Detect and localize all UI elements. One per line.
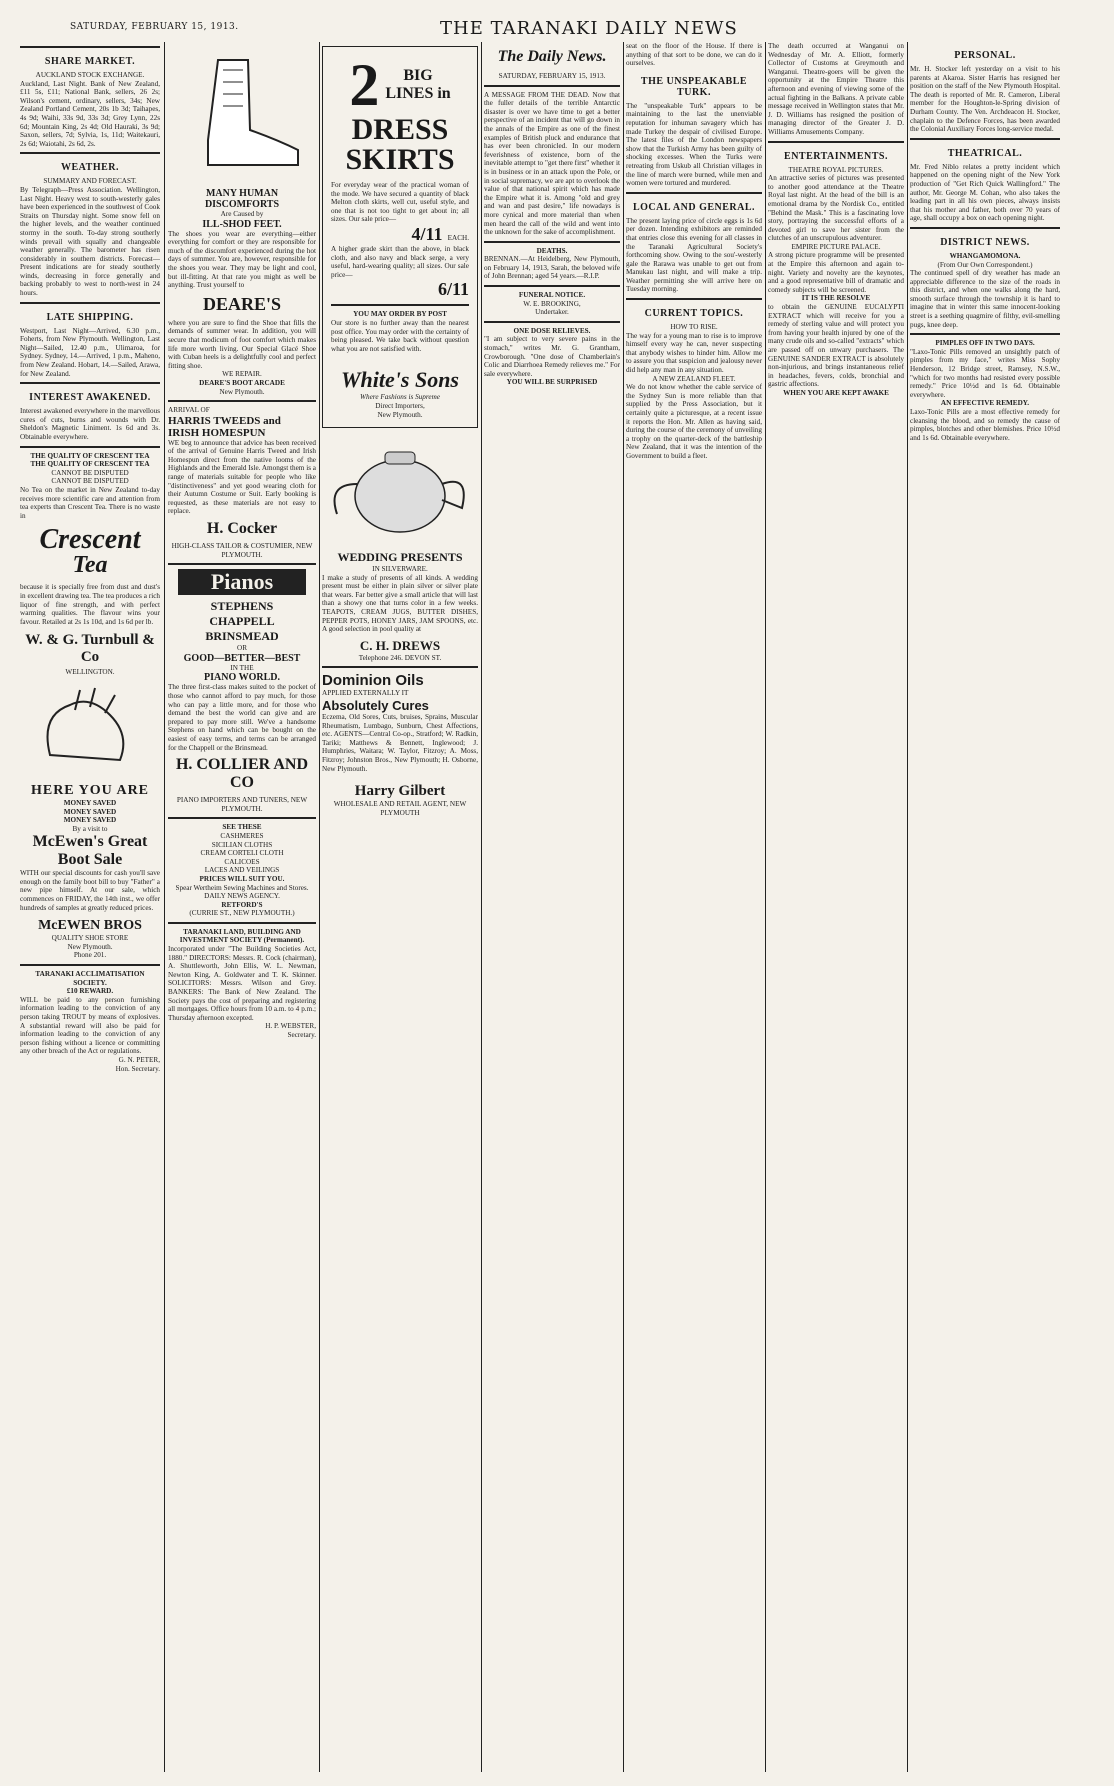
piano-world: PIANO WORLD.: [204, 672, 280, 684]
boot-illustration-icon: [168, 50, 316, 180]
each: EACH.: [447, 233, 469, 242]
post-text: Our store is no further away than the nearest post office. You may order with the certainty of being pleased. We take back without question what you are not satisfied with.: [331, 318, 469, 353]
secretary: Hon. Secretary.: [115, 1064, 160, 1073]
topics-text: The way for a young man to rise is to improve himself every way he can, never suspecting that anybody wishes to hinder him. Allow me to assure you that suspicion and jealousy never did help any man in any situation.: [626, 331, 762, 375]
whanga-heading: WHANGAMOMONA.: [949, 251, 1021, 260]
turnbull-location: WELLINGTON.: [65, 668, 115, 677]
collier-sub: PIANO IMPORTERS AND TUNERS, NEW PLYMOUTH.: [176, 796, 308, 813]
applied: APPLIED EXTERNALLY IT: [322, 689, 409, 698]
money-saved: MONEY SAVED: [63, 816, 117, 825]
prices: PRICES WILL SUIT YOU.: [199, 874, 285, 883]
column-rule: [623, 42, 624, 1772]
column-rule: [319, 42, 320, 1772]
column-7: [910, 42, 1060, 1772]
personal-text: Mr. H. Stocker left yesterday on a visit to his parents at Akaroa. Sister Harris has resigned her position on the staff of the New Plymouth Hospital. The death is reported of Mr. R. Cameron, Liberal member for the Houghton-le-Spring division of Durham County. The Ven. Archdeacon H. Stocker, chaplain to the Defence Forces, has been awarded the Colonial Auxiliary Forces long-service medal.: [910, 65, 1060, 134]
share-text: Auckland, Last Night. Bank of New Zealand, £11 5s, £11; National Bank, sellers, 26 2s; Wilson's cement, ordinary, sellers, 34s; New Zealand Portland Cement, 20s 1b 3d; Taihapes, 4s 9d; Waihi, 33s 9d, 33s 3d; Grey Lynn, 22s 6d; Mountain King, 2s 4d; Old Hauraki, 3s 9d; Saxon, sellers, 7d; Sylvia, 1s, 11d; Waitekauri, 2s 6d; Waiotahi, 2s 6d, 2s.: [20, 79, 160, 148]
fleet-heading: A NEW ZEALAND FLEET.: [652, 374, 736, 383]
share-subheading: AUCKLAND STOCK EXCHANGE.: [35, 71, 145, 79]
gilbert-name: Harry Gilbert: [354, 783, 446, 800]
column-2: [168, 42, 316, 1772]
remedy-text: Laxo-Tonic Pills are a most effective remedy for cleansing the blood, and so remedy the cause of pimples, blotches and other blemishes. Price 10½d and 1s 6d. Obtainable everywhere.: [910, 408, 1060, 442]
column-1: [20, 42, 160, 1772]
accl-text: WILL be paid to any person furnishing information leading to the conviction of any person taking TROUT by means of explosives. A substantial reward will also be paid for information leading to the conviction of any person fishing without a licence or committing any other breach of the Act or regulations.: [20, 995, 160, 1056]
location: New Plymouth.: [377, 410, 423, 419]
boot-sale-text: WITH our special discounts for cash you'll save enough on the family boot bill to buy "Father" a new pipe himself. At our sale, which commences on FRIDAY, the 14th inst., we offer hundreds of samples at greatly reduced prices.: [20, 869, 160, 912]
interest-heading: INTEREST AWAKENED.: [29, 392, 151, 404]
deare-text: where you are sure to find the Shoe that fills the demands of summer wear. In addition, you will secure that modicum of foot comfort which makes life more worth living. Our Special Glacé Shoe with Cuban heels is a delightfully cool and perfect fitting shoe.: [168, 318, 316, 370]
tea-text: No Tea on the market in New Zealand to-day receives more scientific care and attention from tea experts than Crescent Tea. There is no waste in: [20, 485, 160, 520]
column-3: [322, 42, 478, 1772]
column-5: [626, 42, 762, 1772]
direct-importers: Direct Importers,: [375, 401, 425, 410]
interest-text: Interest awakened everywhere in the marvellous cures of cuts, burns and wounds with Dr. Sheldon's Magnetic Liniment. 1s 6d and 3s. Obtainable everywhere.: [20, 407, 160, 441]
resolve-text: to obtain the GENUINE EUCALYPTI EXTRACT which will receive for you a remedy of sterling value and will protect you from having your health injured by one of the many crude oils and so-called "extracts" which are passed off on unwary purchasers. The GENUINE SANDER EXTRACT is absolutely non-injurious, and brings instantaneous relief in headaches, fevers, colds, bronchial and gastric affections.: [768, 303, 904, 389]
column-rule: [481, 42, 482, 1772]
turnbull-name: W. & G. Turnbull & Co: [25, 632, 155, 666]
howto-heading: HOW TO RISE.: [670, 323, 718, 332]
location: New Plymouth.: [67, 942, 113, 951]
column-4: [484, 42, 620, 1772]
cocker-name: H. Cocker: [206, 520, 278, 538]
location: New Plymouth.: [219, 387, 265, 396]
skirt-text-2: A higher grade skirt than the above, in black cloth, and also navy and black serge, a very useful, hard-wearing quality; all sizes. Our sale price—: [331, 244, 469, 279]
see-these: SEE THESE: [222, 823, 262, 832]
visit-text: By a visit to: [72, 824, 108, 833]
weather-text: By Telegraph—Press Association. Wellington, Last Night. Heavy west to south-westerly gales have been experienced in the southwest of Cook Straits on Thursday night. Some snow fell on the higher levels, and the weather continued stormy in the south. To-day strong southerly winds prevail with squally and changeable weather generally. The barometer has risen considerably in southern districts. Forecast—Present indications are for steady southerly winds, decreasing in force generally and backing probably to west to north-west in 24 hours.: [20, 185, 160, 298]
gilbert-sub: WHOLESALE AND RETAIL AGENT, NEW PLYMOUTH: [333, 800, 467, 817]
wedding-heading: WEDDING PRESENTS: [337, 550, 463, 565]
deaths-text: BRENNAN.—At Heidelberg, New Plymouth, on February 14, 1913, Sarah, the beloved wife of John Brennan; aged 54 years.—R.I.P.: [484, 255, 620, 281]
correspondent: (From Our Own Correspondent.): [937, 260, 1033, 269]
district-heading: DISTRICT NEWS.: [940, 236, 1030, 248]
local-text: The present laying price of circle eggs is 1s 6d per dozen. Intending exhibitors are reminded that entries close this evening for all classes in the Taranaki Agricultural Society's forthcoming show. Owing to the sou'-westerly gale the Rarawa was unable to get out from Manukau last night, and will make a trip. Weather permitting she will arrive here on Tuesday morning.: [626, 216, 762, 294]
in-the: IN THE: [230, 663, 254, 672]
pimples-heading: PIMPLES OFF IN TWO DAYS.: [935, 339, 1035, 348]
good-better-best: GOOD—BETTER—BEST: [183, 652, 301, 664]
repair: WE REPAIR.: [222, 370, 262, 379]
turk-text: The "unspeakable Turk" appears to be maintaining to the last the unenviable reputation for inhuman savagery which has made Turkey the despair of civilised Europe. The latest files of the London newspapers show that the Turkish Army has been guilty of shocking excesses. When the Turks were retreating from Uskub all Christian villages in the line of march were burned, while men and women were tortured and murdered.: [626, 101, 762, 188]
accl-heading: TARANAKI ACCLIMATISATION SOCIETY.: [35, 970, 145, 987]
tea-logo: Tea: [72, 552, 108, 579]
empire-heading: EMPIRE PICTURE PALACE.: [791, 242, 881, 251]
relieves-text: "I am subject to very severe pains in the stomach," writes Mr. G. Grantham, Crowborough. "One dose of Chamberlain's Colic and Diarrhoea Remedy relieves me." For sale everywhere.: [484, 335, 620, 378]
secretary: Secretary.: [287, 1031, 316, 1039]
skirts-heading: SKIRTS: [345, 143, 455, 176]
land-text: Incorporated under "The Building Societies Act, 1880." DIRECTORS: Messrs. R. Cock (chairman), A. Shuttleworth, John Ellis, W. L. Newman, Newton King, A. Goldwater and T. K. Skinner. SOLICITORS: Messrs. Wilson and Grey. BANKERS: The Bank of New Zealand. The Society pays the cost of preparing and registering all mortgages. Office hours from 10 a.m. to 4 p.m.; Thursday afternoon excepted.: [168, 945, 316, 1022]
resolve-heading: IT IS THE RESOLVE: [801, 294, 871, 303]
drews-sub: Telephone 246. DEVON ST.: [358, 653, 442, 662]
here-you-are: HERE YOU ARE: [30, 782, 150, 798]
arrival: ARRIVAL OF: [168, 406, 210, 415]
local-heading: LOCAL AND GENERAL.: [632, 201, 756, 213]
funeral-heading: FUNERAL NOTICE.: [518, 291, 586, 300]
district-text: The continued spell of dry weather has made an appreciable difference to the size of the roads in this district, and when one walks along the hard, smooth surface through the township it is hard to imagine that in winter this same innocent-looking street is a seething quagmire of filthy, evil-smelling pugs, knee deep.: [910, 269, 1060, 329]
cures-text: Eczema, Old Sores, Cuts, bruises, Sprains, Muscular Rheumatism, Lumbago, Sunburn, Chest Affections, etc. AGENTS—Central Co-op., Stratford; W. Radkin, Tariki; Matthews & Bennett, Inglewood; J. Humphries, Waitara; W. Taylor, Fitzroy; A. Moss, Fitzroy; Johnston Bros., New Plymouth; H. Osborne, New Plymouth.: [322, 713, 478, 773]
surprised-heading: YOU WILL BE SURPRISED: [506, 378, 598, 387]
drews-name: C. H. DREWS: [359, 637, 441, 653]
tea-text-2: because it is specially free from dust and dust's in excellent drawing tea. The tea produces a rich liquor of fine strength, and with perfect warming qualities. The flavour wins your favour. Retailed at 2s 1s 10d, and 1s 6d per lb.: [20, 583, 160, 626]
leader-date: SATURDAY, FEBRUARY 15, 1913.: [498, 72, 606, 80]
tea-subheading: CANNOT BE DISPUTED: [51, 477, 129, 486]
or: OR: [237, 644, 247, 653]
tea-heading: THE QUALITY OF CRESCENT TEA: [30, 451, 150, 460]
harris-heading: HARRIS TWEEDS and: [168, 414, 281, 427]
product: SICILIAN CLOTHS: [211, 840, 273, 849]
boot-sale-heading: Boot Sale: [57, 851, 123, 869]
deare-heading: DEARE'S: [202, 293, 282, 314]
masthead-date: SATURDAY, FEBRUARY 15, 1913.: [70, 22, 239, 32]
post-heading: YOU MAY ORDER BY POST: [353, 310, 447, 319]
weather-heading: WEATHER.: [61, 162, 119, 174]
product: CALICOES: [224, 857, 260, 866]
brooking: W. E. BROOKING,: [523, 299, 581, 308]
masthead-title: THE TARANAKI DAILY NEWS: [440, 18, 738, 39]
phone: Phone 201.: [73, 951, 107, 960]
hand-illustration-icon: [20, 685, 160, 775]
discomforts-heading: MANY HUMAN DISCOMFORTS: [204, 188, 280, 210]
caused-text: Are Caused by: [220, 210, 264, 218]
money-saved: MONEY SAVED: [63, 807, 117, 816]
fleet-text: We do not know whether the cable service of the Sydney Sun is more reliable than that supplied by the Press Association, but it certainly quite a picturesque, at a recent issue it reports the Hon. Mr. Allen as having said, during the course of the ceremony of unveiling a trophy on the quarter-deck of the battleship New Zealand, that it was the intention of the Government to build a fleet.: [626, 383, 762, 460]
product: CASHMERES: [220, 831, 264, 840]
product: CREAM CORTELI CLOTH: [200, 849, 284, 858]
kept-heading: WHEN YOU ARE KEPT AWAKE: [783, 388, 889, 397]
big-text: BIG: [403, 67, 433, 84]
column-rule: [907, 42, 908, 1772]
silver-text: I make a study of presents of all kinds. A wedding present must be either in plain silver or silver plate that wears. Far better give a small article that will last than a showy one that turns color in a few weeks. TEAPOTS, CREAM JUGS, BUTTER DISHES, PEPPER POTS, HONEY JARS, JAM SPOONS, etc. A good selection in pool quality at: [322, 573, 478, 634]
relieves-heading: ONE DOSE RELIEVES.: [513, 326, 591, 335]
entertainments-heading: ENTERTAINMENTS.: [784, 150, 888, 162]
theatre-text: An attractive series of pictures was presented to another good attendance at the Theatre Royal last night. At the head of the bill is an emotional drama by the Nordisk Co., entitled "Behind the Mask." This is a fascinating love story, portraying the successful efforts of a devoted girl to save her sister from the clutches of an unscrupulous adventurer.: [768, 174, 904, 243]
tea-heading: THE QUALITY OF CRESCENT TEA: [30, 460, 150, 469]
dominion-heading: Dominion Oils: [322, 672, 424, 690]
quality-shoe-store: QUALITY SHOE STORE: [51, 934, 129, 943]
shipping-text: Westport, Last Night—Arrived, 6.30 p.m., Foherts, from New Plymouth. Wellington, Last Night—Sailed, 12.40 p.m., Ulimaroa, for Sydney. Sydney, 14.—Arrived, 1 p.m., Maheno, from New Zealand. Hobart, 14.—Sailed, Arawa, for New Zealand.: [20, 326, 160, 378]
brand: CHAPPELL: [209, 614, 275, 629]
empire-text: A strong picture programme will be presented at the Empire this afternoon and again to-night. Variety and novelty are the keynotes, and a good representative bill of dramatic and comedy subjects will be screened.: [768, 251, 904, 294]
cures-heading: Absolutely Cures: [322, 698, 429, 714]
retford: RETFORD'S: [221, 900, 263, 909]
irish-heading: IRISH HOMESPUN: [168, 426, 266, 439]
weather-subheading: SUMMARY AND FORECAST.: [43, 177, 137, 186]
shipping-heading: LATE SHIPPING.: [46, 311, 134, 323]
price-1: 4/11: [411, 223, 443, 244]
leader-text: A MESSAGE FROM THE DEAD. Now that the fuller details of the terrible Antarctic disaster is over we have time to get a better perspective of an incident that will go down in the annals of the Empire as one of the finest examples of British pluck and endurance that has ever been chronicled. In our modern feverishness of existence, born of the inevitable attempt to "get there first" whether it is in business or in an attack upon the Pole, or in social supremacy, we are apt to overlook the value of that national spirit which has made the Empire what it is. Among "old and grey and wan and past desire," life nowadays is more cynical and more material than when men heard the call of the wild and went into the unknown for the sake of accomplishment.: [484, 90, 620, 237]
collier-name: H. COLLIER AND CO: [175, 756, 309, 792]
silverware: IN SILVERWARE.: [372, 565, 428, 574]
remedy-heading: AN EFFECTIVE REMEDY.: [940, 399, 1030, 408]
topics-heading: CURRENT TOPICS.: [644, 308, 744, 320]
brand: STEPHENS: [210, 599, 274, 614]
crescent-logo: Crescent: [39, 524, 141, 556]
lines-in-text: LINES in: [385, 85, 451, 102]
undertaker: Undertaker.: [535, 308, 569, 317]
daily-agency: DAILY NEWS AGENCY.: [204, 892, 280, 901]
whites-logo: White's Sons: [341, 367, 459, 393]
piano-text: The three first-class makes suited to the pocket of those who cannot afford to pay much, for those who can pay a little more, and for those who demand the best the world can give and are prepared to pay more still. We've a handsome Stephens on hand which can be bought on the easiest of easy terms, and terms can be arranged for the Chappell or the Brinsmead.: [168, 683, 316, 752]
dress-heading: DRESS: [351, 113, 449, 146]
column-rule: [765, 42, 766, 1772]
turk-heading: THE UNSPEAKABLE TURK.: [640, 75, 748, 98]
theatre-heading: THEATRE ROYAL PICTURES.: [788, 165, 884, 174]
money-saved: MONEY SAVED: [63, 798, 117, 807]
two-numeral: 2: [349, 52, 380, 118]
sewing: Spear Wertheim Sewing Machines and Stores.: [175, 883, 309, 892]
arcade: DEARE'S BOOT ARCADE: [199, 378, 285, 387]
mcewen-bros: McEWEN BROS: [38, 918, 142, 934]
illshod-heading: ILL-SHOD FEET.: [202, 218, 282, 230]
daily-news-masthead: The Daily News.: [497, 48, 607, 65]
theatrical-heading: THEATRICAL.: [947, 147, 1023, 159]
column-6: [768, 42, 904, 1772]
tea-subheading: CANNOT BE DISPUTED: [51, 468, 129, 477]
harris-text: WE beg to announce that advice has been received of the arrival of Genuine Harris Tweed and Irish Homespun direct from the native looms of the Highlands and the Emerald Isle. Amongst them is a range of materials suitable for people who like "distinctiveness" and yet good wearing cloth for their Autumn Costume or Suit. Early booking is requested, as these materials are not easy to replace.: [168, 438, 316, 516]
shoe-text: The shoes you wear are everything—either everything for comfort or they are responsible for much of the discomfort experienced during the hot days of summer. You are, however, responsible for the shoes you wear. They may be light and cool, but ill-fitting. At that rate you might as well be anything. Trust yourself to: [168, 229, 316, 290]
pimples-text: "Laxo-Tonic Pills removed an unsightly patch of pimples from my face," writes Miss Sophy Henderson, 12 Bridge street, Ramsey, N.S.W., "which for two months had resisted every possible remedy." Price 10½d and 1s 6d. Obtainable everywhere.: [910, 347, 1060, 399]
whites-tagline: Where Fashions is Supreme: [360, 393, 440, 402]
mcewen-heading: McEwen's Great: [32, 833, 148, 851]
body-text: The death occurred at Wanganui on Wednesday of Mr. A. Elliott, formerly Collector of Customs at Greymouth and Wanganui. Theatre-goers will be given the opportunity at the Empire Theatre this afternoon and evening of viewing some of the actual fighting in the Balkans. A private cable message received in Wellington states that Mr. J. D. Williams has resigned the position of managing director of the Greater J. D. Williams Amusements Company.: [768, 42, 904, 136]
share-heading: SHARE MARKET.: [44, 56, 136, 67]
body-text: seat on the floor of the House. If there is anything of that sort to be done, we can do it ourselves.: [626, 42, 762, 68]
masthead: [70, 18, 1074, 40]
pianos-heading: Pianos: [178, 569, 306, 595]
retford-sub: (CURRIE ST., NEW PLYMOUTH.): [189, 909, 295, 918]
deaths-heading: DEATHS.: [536, 246, 568, 255]
signature: G. N. PETER,: [118, 1055, 160, 1064]
skirt-text: For everyday wear of the practical woman of the mode. We have secured a quantity of black Melton cloth skirts, well cut, useful style, and one that is not too tight to get about in; all sizes. Our sale price—: [331, 181, 469, 224]
brand: BRINSMEAD: [205, 629, 279, 644]
teapot-illustration-icon: [322, 434, 478, 544]
column-rule: [164, 42, 165, 1772]
personal-heading: PERSONAL.: [954, 50, 1016, 61]
price-2: 6/11: [437, 279, 469, 300]
product: LACES AND VEILINGS: [204, 866, 280, 875]
tailor: HIGH-CLASS TAILOR & COSTUMIER, NEW PLYMOUTH.: [171, 542, 313, 559]
theatrical-text: Mr. Fred Niblo relates a pretty incident which happened on the opening night of the New York production of "Get Rich Quick Wallingford." The author, Mr. George M. Cohan, who also takes the leading part in all his own pieces, always insists that his mother and father, both over 70 years of age, shall occupy a box on each opening night.: [910, 162, 1060, 223]
webster: H. P. WEBSTER,: [265, 1022, 316, 1031]
land-heading: TARANAKI LAND, BUILDING AND INVESTMENT SOCIETY (Permanent).: [179, 927, 305, 945]
reward: £10 REWARD.: [66, 987, 114, 996]
